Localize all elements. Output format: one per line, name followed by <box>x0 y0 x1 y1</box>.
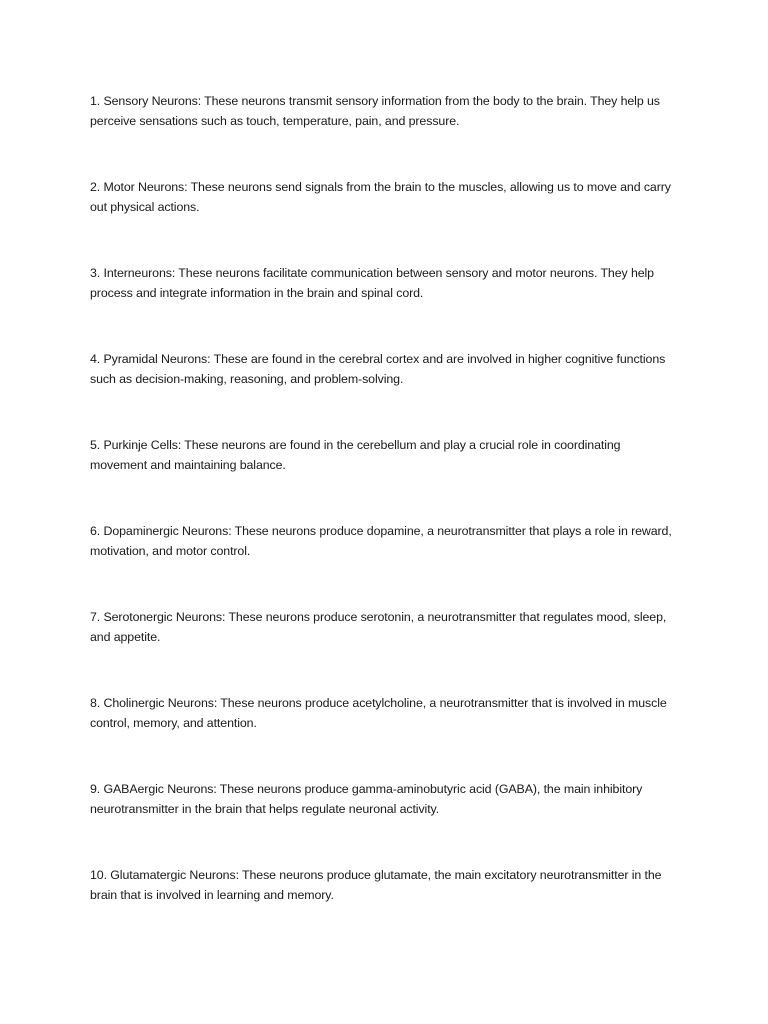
paragraph-list <box>90 91 680 951</box>
paragraph-serotonergic-neurons: 7. Serotonergic Neurons: These neurons produce serotonin, a neurotransmitter that regulates mood, sleep, and appetite. <box>90 610 667 645</box>
paragraph-interneurons: 3. Interneurons: These neurons facilitate communication between sensory and motor neurons. They help process and integrate information in the brain and spinal cord. <box>90 266 654 301</box>
paragraph-motor-neurons: 2. Motor Neurons: These neurons send signals from the brain to the muscles, allowing us to move and carry out physical actions. <box>90 180 671 215</box>
paragraph-cholinergic-neurons: 8. Cholinergic Neurons: These neurons produce acetylcholine, a neurotransmitter that is involved in muscle control, memory, and attention. <box>90 696 667 731</box>
paragraph-sensory-neurons: 1. Sensory Neurons: These neurons transmit sensory information from the body to the brain. They help us perceive sensations such as touch, temperature, pain, and pressure. <box>90 94 660 129</box>
paragraph-pyramidal-neurons: 4. Pyramidal Neurons: These are found in the cerebral cortex and are involved in higher cognitive functions such as decision-making, reasoning, and problem-solving. <box>90 352 666 387</box>
paragraph-dopaminergic-neurons: 6. Dopaminergic Neurons: These neurons produce dopamine, a neurotransmitter that plays a role in reward, motivation, and motor control. <box>90 524 672 559</box>
paragraph-purkinje-cells: 5. Purkinje Cells: These neurons are found in the cerebellum and play a crucial role in coordinating movement and maintaining balance. <box>90 438 621 473</box>
paragraph-glutamatergic-neurons: 10. Glutamatergic Neurons: These neurons produce glutamate, the main excitatory neurotransmitter in the brain that is involved in learning and memory. <box>90 868 662 903</box>
paragraph-gabaergic-neurons: 9. GABAergic Neurons: These neurons produce gamma-aminobutyric acid (GABA), the main inhibitory neurotransmitter in the brain that helps regulate neuronal activity. <box>90 782 643 817</box>
